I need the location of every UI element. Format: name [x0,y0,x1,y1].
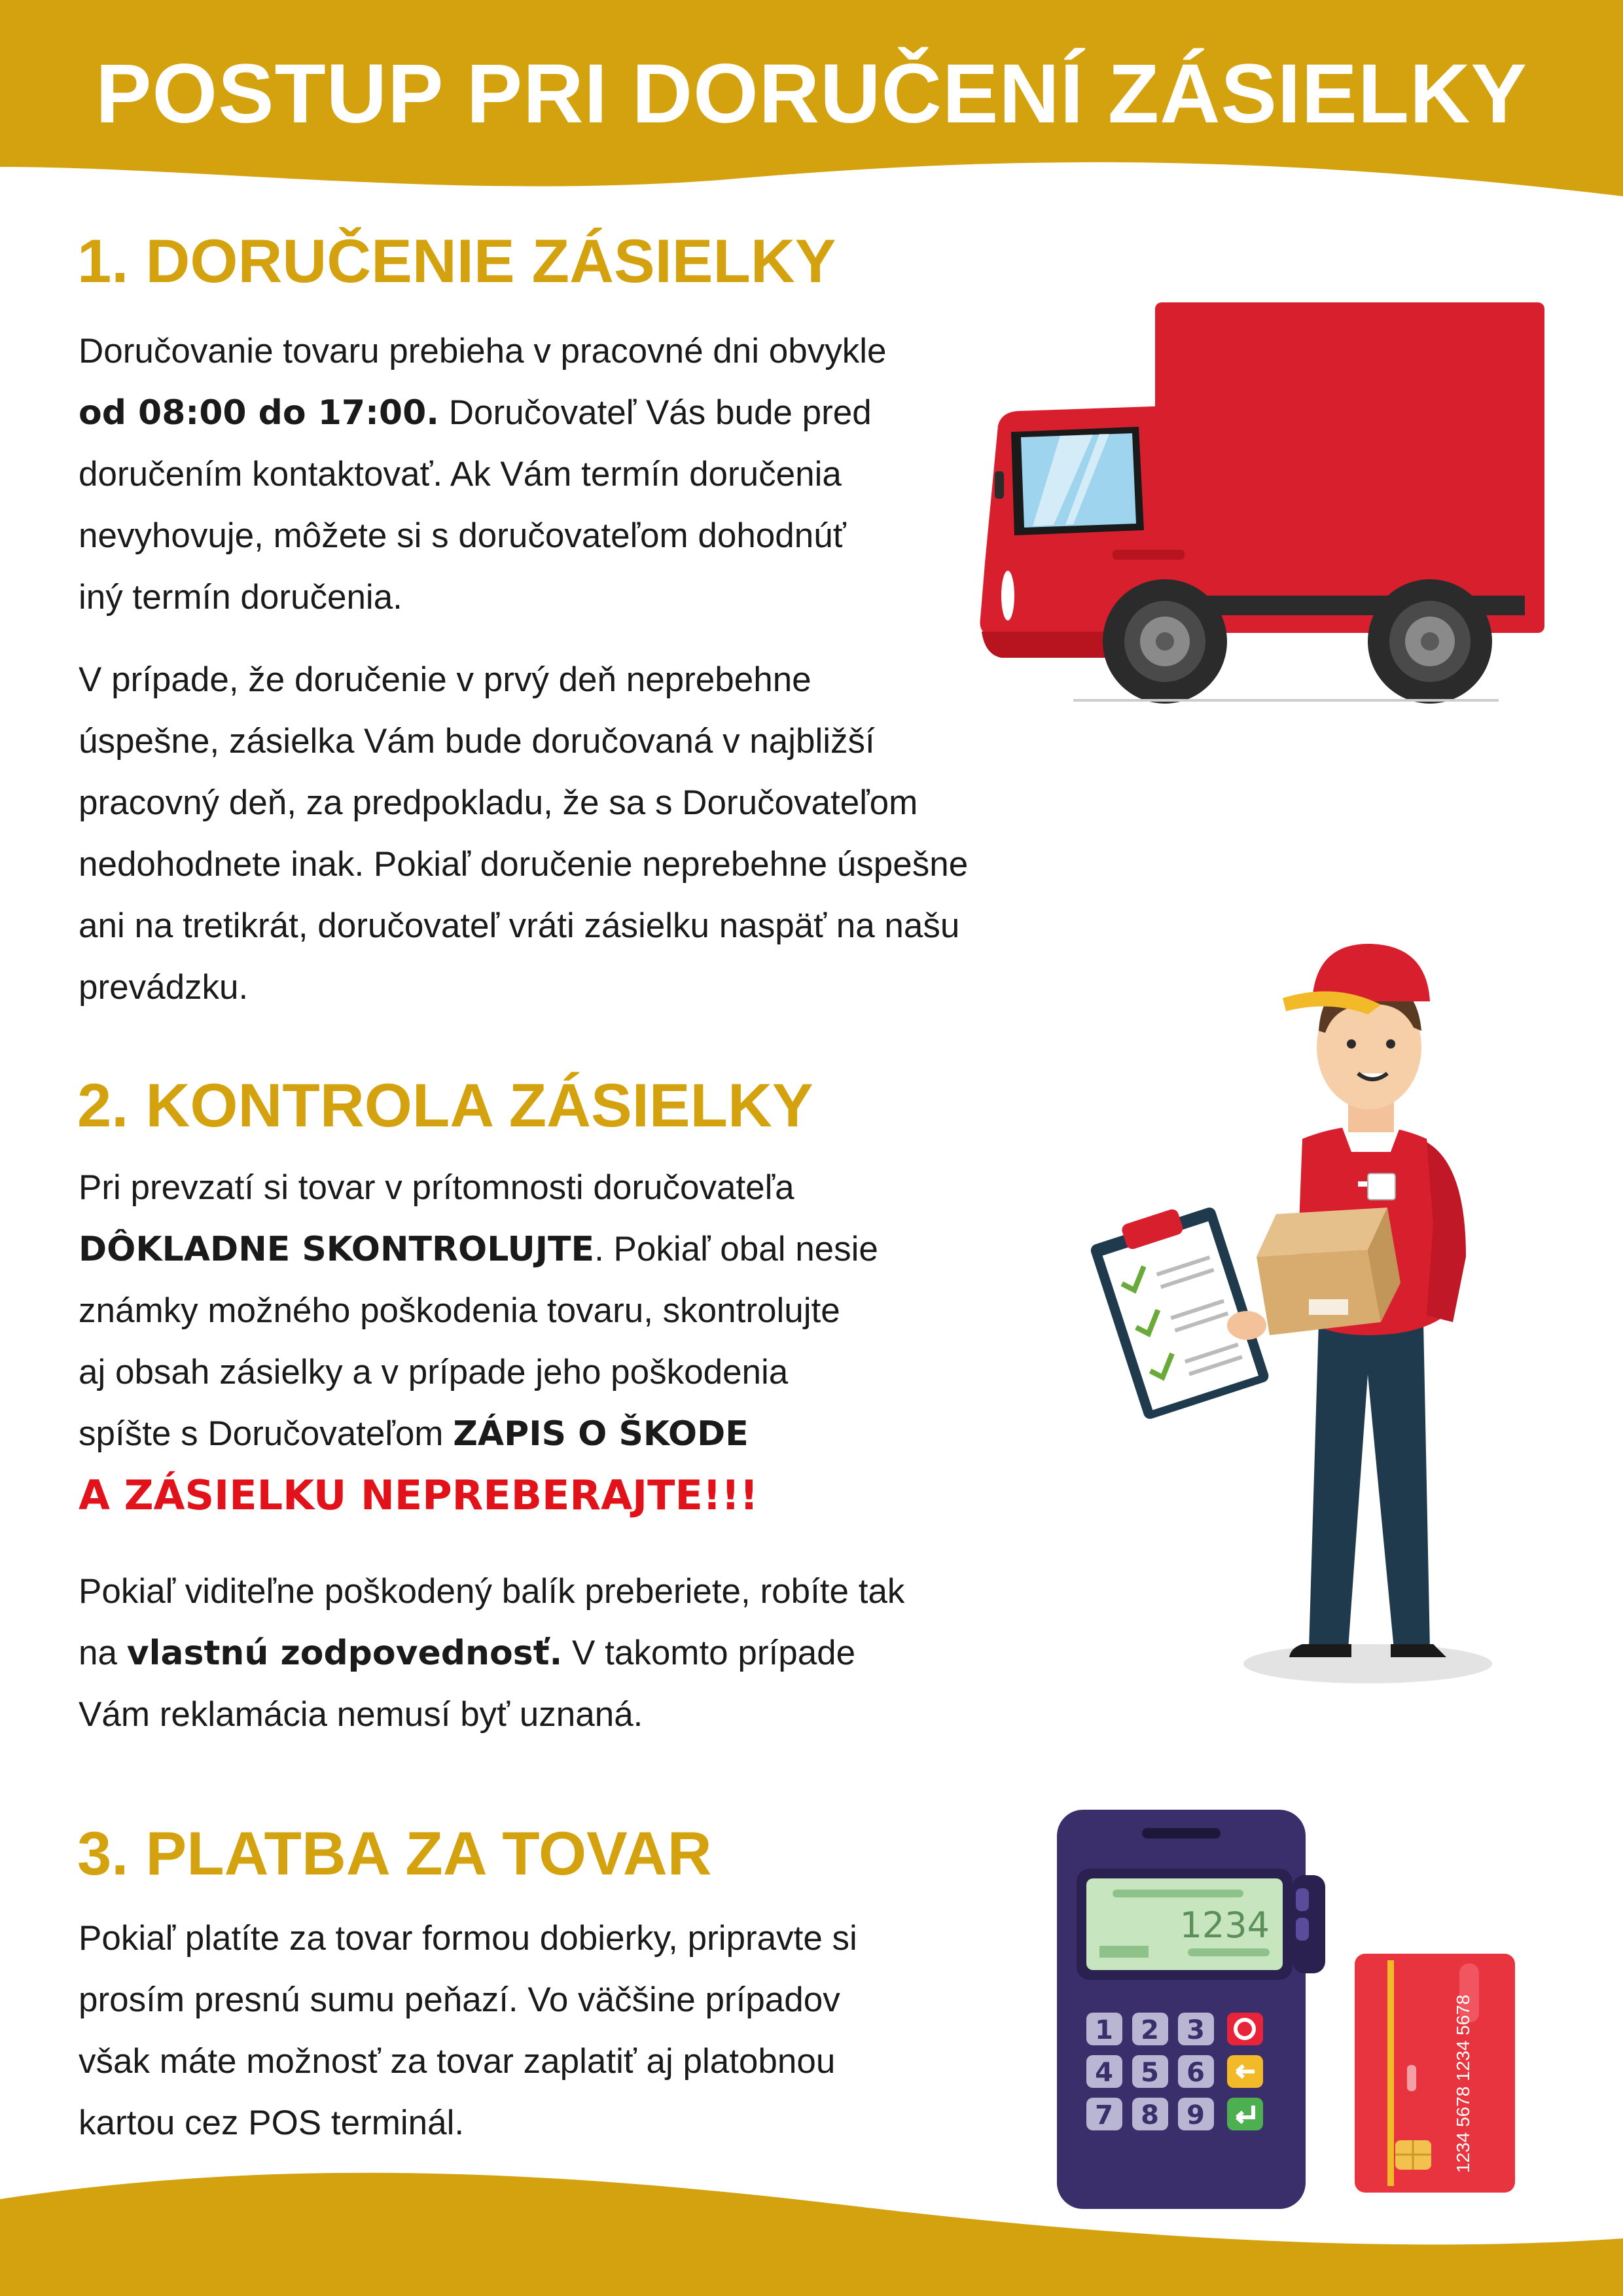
text-line: ani na tretikrát, doručovateľ vráti zásielku naspäť na našu [79,906,960,945]
text-line: však máte možnosť za tovar zaplatiť aj platobnou [79,2042,836,2081]
section-2-title: 2. KONTROLA ZÁSIELKY [77,1071,813,1139]
text-line: doručením kontaktovať. Ak Vám termín doručenia [79,455,842,493]
text-fragment: . Pokiaľ obal nesie [594,1230,878,1268]
keypad-key: 2 [1141,2015,1159,2045]
keypad-key: 5 [1141,2058,1159,2088]
text-line: prevádzku. [79,968,249,1007]
page-title: POSTUP PRI DORUČENÍ ZÁSIELKY [96,47,1527,141]
text-line: V prípade, že doručenie v prvý deň neprebehne [79,660,812,699]
keypad-key: 3 [1186,2015,1205,2045]
text-line [79,1623,1060,1684]
emphasis-damage-report: ZÁPIS O ŠKODE [453,1414,749,1454]
section-1-paragraph-2 [79,649,1126,1018]
warning-do-not-accept: A ZÁSIELKU NEPREBERAJTE!!! [79,1471,758,1519]
section-3-title: 3. PLATBA ZA TOVAR [77,1819,712,1888]
text-line: iný termín doručenia. [79,578,402,617]
section-1-paragraph-1 [79,321,1027,628]
keypad-key: 6 [1186,2058,1205,2088]
text-fragment: na [79,1634,127,1672]
text-line: známky možného poškodenia tovaru, skontrolujte [79,1291,840,1330]
keypad-key: 1 [1095,2015,1113,2045]
keypad-key: 9 [1186,2100,1205,2130]
text-fragment: Doručovateľ Vás bude pred [439,393,872,432]
section-2-paragraph-1 [79,1157,1060,1526]
text-line: Doručovanie tovaru prebieha v pracovné dni obvykle [79,332,887,370]
terminal-screen-value: 1234 [1179,1905,1270,1946]
text-fragment: V takomto prípade [562,1634,856,1672]
text-line: Pokiaľ platíte za tovar formou dobierky, pripravte si [79,1919,857,1958]
text-line [79,1219,1060,1280]
text-line: Pokiaľ viditeľne poškodený balík preberiete, robíte tak [79,1572,905,1611]
emphasis-check-thoroughly: DÔKLADNE SKONTROLUJTE [79,1230,595,1269]
keypad-key: 4 [1095,2058,1113,2088]
cancel-key [1227,2013,1263,2045]
text-line: nedohodnete inak. Pokiaľ doručenie neprebehne úspešne [79,845,969,884]
section-2-paragraph-2 [79,1561,1060,1746]
text-line: kartou cez POS terminál. [79,2104,465,2142]
text-line [79,1403,1060,1465]
text-line [79,382,1027,444]
text-line: úspešne, zásielka Vám bude doručovaná v najbližší [79,722,875,761]
text-line: Pri prevzatí si tovar v prítomnosti doručovateľa [79,1168,794,1207]
truck-illustration [975,288,1551,707]
footer-band [0,2160,1623,2296]
text-line: nevyhovuje, môžete si s doručovateľom dohodnúť [79,516,846,555]
keypad-key: 7 [1095,2100,1113,2130]
text-line: aj obsah zásielky a v prípade jeho poškodenia [79,1353,789,1391]
enter-key [1227,2098,1263,2130]
keypad-key: 8 [1141,2100,1159,2130]
text-fragment: spíšte s Doručovateľom [79,1414,454,1453]
card-number: 1234 5678 1234 5678 [1453,1994,1473,2173]
section-1-title: 1. DORUČENIE ZÁSIELKY [77,226,836,295]
courier-illustration [1060,916,1518,1702]
text-line: pracovný deň, za predpokladu, že sa s Doručovateľom [79,783,918,822]
delivery-hours: od 08:00 do 17:00. [79,393,440,433]
text-line: prosím presnú sumu peňazí. Vo väčšine prípadov [79,1981,840,2019]
section-3-paragraph [79,1908,1060,2154]
text-line: Vám reklamácia nemusí byť uznaná. [79,1695,643,1734]
pos-terminal-illustration [1057,1810,1332,2215]
emphasis-own-responsibility: vlastnú zodpovednosť. [126,1634,563,1673]
